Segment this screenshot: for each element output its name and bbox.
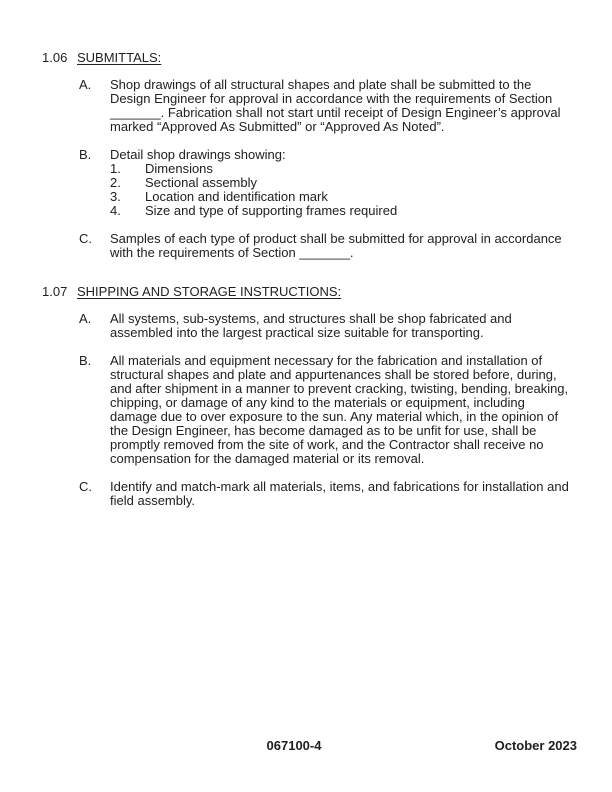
- section-title: SHIPPING AND STORAGE INSTRUCTIONS:: [77, 284, 342, 299]
- paragraph-letter: B.: [79, 353, 92, 368]
- paragraph-text: All materials and equipment necessary for the fabrication and installation of structural shapes and plate and appurtenances shall be stored before, during, and after shipment in a manner to prevent cracking, twisting, bending, breaking, chipping, or damage of any kind to the materials or equipment, including damage due to over exposure to the sun. Any material which, in the opinion of the Design Engineer, has become damaged as to be unfit for use, shall be promptly removed from the site of work, and the Contractor shall receive no compensation for the damaged material or its removal.: [110, 353, 569, 466]
- paragraph-text: Samples of each type of product shall be submitted for approval in accordance with the requirements of Section _______.: [110, 231, 562, 260]
- paragraph-text: Identify and match-mark all materials, items, and fabrications for installation and field assembly.: [110, 479, 569, 508]
- section-number: 1.06: [42, 50, 68, 65]
- list-item: [110, 204, 574, 218]
- section-submittals: [42, 51, 574, 260]
- list-item-number: 2.: [110, 175, 121, 190]
- list-item-text: Location and identification mark: [145, 189, 328, 204]
- page-footer: [0, 739, 612, 753]
- page-content: [42, 51, 574, 508]
- section-shipping-storage: [42, 285, 574, 508]
- section-heading: [42, 285, 574, 299]
- list-item-text: Sectional assembly: [145, 175, 257, 190]
- paragraph-text: Shop drawings of all structural shapes and plate shall be submitted to the Design Engineer for approval in accordance with the requirements of Section _______. Fabrication shall not start until receipt of Design Engineer’s approval marked “Approved As Submitted” or “Approved As Noted”.: [110, 77, 561, 134]
- paragraph-letter: B.: [79, 147, 92, 162]
- paragraph-text: All systems, sub-systems, and structures shall be shop fabricated and assembled into the largest practical size suitable for transporting.: [110, 311, 512, 340]
- paragraph-body: [110, 148, 574, 218]
- numbered-list: [110, 162, 574, 218]
- list-item: [110, 162, 574, 176]
- paragraph-c: [79, 480, 574, 508]
- list-item-number: 3.: [110, 189, 121, 204]
- paragraph-c: [79, 232, 574, 260]
- section-heading: [42, 51, 574, 65]
- footer-doc-number: 067100-4: [266, 738, 322, 753]
- paragraph-letter: A.: [79, 311, 92, 326]
- list-item-number: 4.: [110, 203, 121, 218]
- footer-date: October 2023: [494, 738, 577, 753]
- paragraph-text: Detail shop drawings showing:: [110, 147, 286, 162]
- paragraph-b: [79, 148, 574, 218]
- paragraph-b: [79, 354, 574, 466]
- paragraph-letter: A.: [79, 77, 92, 92]
- paragraph-letter: C.: [79, 479, 92, 494]
- paragraph-letter: C.: [79, 231, 92, 246]
- paragraph-a: [79, 312, 574, 340]
- list-item-text: Dimensions: [145, 161, 213, 176]
- section-number: 1.07: [42, 284, 68, 299]
- list-item: [110, 190, 574, 204]
- paragraph-a: [79, 78, 574, 134]
- list-item-number: 1.: [110, 161, 121, 176]
- list-item: [110, 176, 574, 190]
- section-title: SUBMITTALS:: [77, 50, 162, 65]
- list-item-text: Size and type of supporting frames required: [145, 203, 398, 218]
